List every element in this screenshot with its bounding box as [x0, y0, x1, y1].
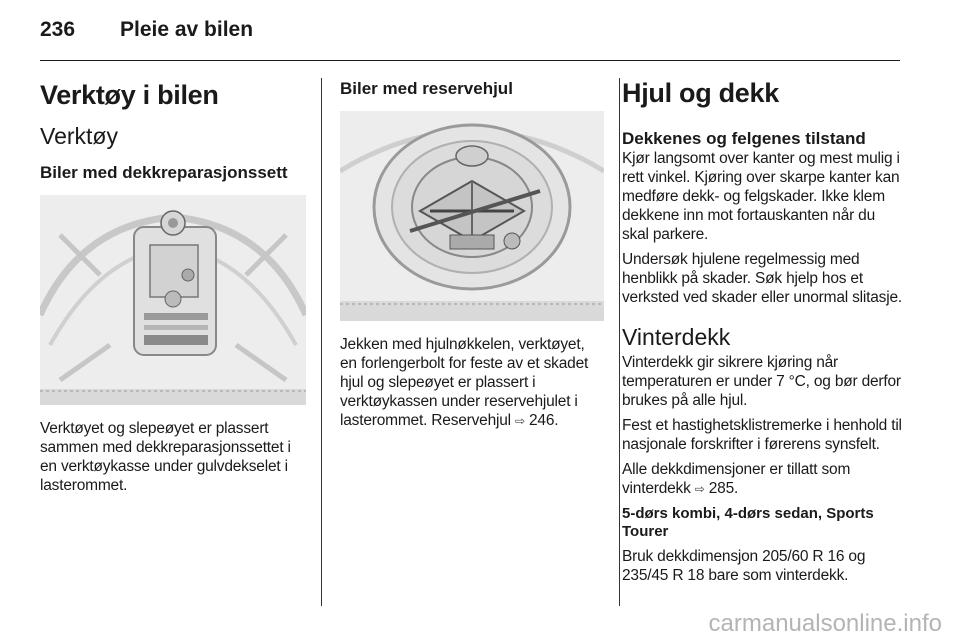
cross-reference-icon: ⇨	[694, 482, 705, 496]
tool-kit-description: Verktøyet og slepeøyet er plassert sammen med dekkreparasjonssettet i en verktøykasse under gulvdekselet i lasterommet.	[40, 420, 291, 494]
spare-wheel-page-ref[interactable]: 246.	[529, 412, 559, 429]
tyre-condition-paragraph-1: Kjør langsomt over kanter og mest mulig i rett vinkel. Kjøring over skarpe kanter kan medføre dekk- og felgskader. Ikke klem dekkene inn mot fortauskanten når du skal parkere.	[622, 150, 900, 243]
heading-tire-repair-kit: Biler med dekkreparasjonssett	[40, 163, 288, 182]
winter-tyres-text: Alle dekkdimensjoner er tillatt som vinterdekk	[622, 461, 851, 497]
tyre-condition-paragraph-2: Undersøk hjulene regelmessig med henblikk på skader. Søk hjelp hos et verksted ved skader eller unormal slitasje.	[622, 251, 902, 306]
page-number: 236	[40, 18, 76, 41]
heading-body-variants: 5-dørs kombi, 4-dørs sedan, Sports Tourer	[622, 505, 874, 540]
tool-kit-illustration	[40, 195, 306, 405]
winter-tyres-paragraph-3	[622, 460, 904, 499]
winter-tyres-paragraph-2: Fest et hastighetsklistremerke i henhold til nasjonale forskrifter i førerens synsfelt.	[622, 417, 902, 453]
spare-wheel-description	[340, 335, 604, 431]
section-title-tools-in-car: Verktøy i bilen	[40, 80, 219, 110]
section-title-wheels-tyres: Hjul og dekk	[622, 78, 779, 108]
watermark-brand: carmanualsonline.info	[708, 610, 942, 637]
heading-tyre-condition: Dekkenes og felgenes tilstand	[622, 129, 866, 148]
column-divider-1	[321, 78, 322, 606]
header-rule	[40, 60, 900, 61]
spare-wheel-illustration	[340, 111, 604, 321]
cross-reference-icon: ⇨	[515, 414, 525, 428]
running-title: Pleie av bilen	[120, 18, 254, 41]
spare-wheel-text: Jekken med hjulnøkkelen, verktøyet, en forlengerbolt for feste av et skadet hjul og slepeøyet er plassert i verktøykassen under reservehjulet i lasterommet. Reservehjul	[340, 336, 589, 429]
winter-tyres-page-ref[interactable]: 285.	[708, 480, 739, 497]
winter-tyres-paragraph-4: Bruk dekkdimensjon 205/60 R 16 og 235/45 R 18 bare som vinterdekk.	[622, 548, 866, 584]
subsection-title-tools: Verktøy	[40, 123, 118, 149]
column-right	[622, 72, 904, 585]
heading-spare-wheel: Biler med reservehjul	[340, 79, 513, 98]
heading-winter-tyres: Vinterdekk	[622, 324, 731, 350]
column-middle	[340, 72, 604, 431]
column-left	[40, 72, 306, 495]
column-divider-2	[619, 78, 620, 606]
winter-tyres-paragraph-1: Vinterdekk gir sikrere kjøring når temperaturen er under 7 °C, og bør derfor brukes på alle hjul.	[622, 354, 901, 409]
